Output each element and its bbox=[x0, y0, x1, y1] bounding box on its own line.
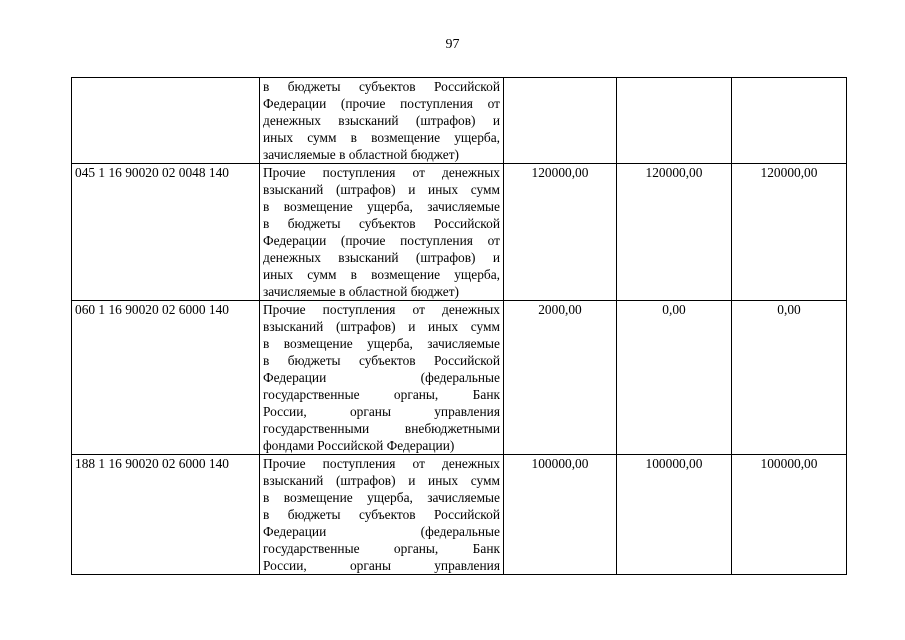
description-line: в бюджеты субъектов Российской bbox=[263, 79, 500, 94]
description-line: Федерации (федеральные bbox=[263, 524, 500, 539]
table-row bbox=[72, 78, 847, 164]
description-line: в возмещение ущерба, зачисляемые bbox=[263, 336, 500, 351]
description-line: в возмещение ущерба, зачисляемые bbox=[263, 490, 500, 505]
amount-cell-1 bbox=[504, 78, 617, 164]
description-line: Федерации (прочие поступления от bbox=[263, 96, 500, 111]
amount-cell-1: 2000,00 bbox=[504, 301, 617, 455]
amount-cell-1: 100000,00 bbox=[504, 455, 617, 575]
description-cell bbox=[260, 164, 504, 301]
amount-cell-2 bbox=[617, 78, 732, 164]
description-cell bbox=[260, 455, 504, 575]
budget-code-cell: 045 1 16 90020 02 0048 140 bbox=[72, 164, 260, 301]
description-line: зачисляемые в областной бюджет) bbox=[263, 147, 460, 162]
description-line: государственными внебюджетными bbox=[263, 421, 500, 436]
page-number: 97 bbox=[445, 37, 460, 52]
description-line: России, органы управления bbox=[263, 558, 500, 573]
amount-cell-3: 120000,00 bbox=[732, 164, 847, 301]
budget-code-cell bbox=[72, 78, 260, 164]
description-line: Прочие поступления от денежных bbox=[263, 165, 500, 180]
description-line: в бюджеты субъектов Российской bbox=[263, 216, 500, 231]
amount-cell-3: 0,00 bbox=[732, 301, 847, 455]
description-line: денежных взысканий (штрафов) и bbox=[263, 113, 500, 128]
description-line: взысканий (штрафов) и иных сумм bbox=[263, 473, 500, 488]
description-line: государственные органы, Банк bbox=[263, 387, 500, 402]
description-line: России, органы управления bbox=[263, 404, 500, 419]
amount-cell-2: 100000,00 bbox=[617, 455, 732, 575]
table-row bbox=[72, 164, 847, 301]
description-line: государственные органы, Банк bbox=[263, 541, 500, 556]
description-line: в бюджеты субъектов Российской bbox=[263, 507, 500, 522]
budget-code-cell: 060 1 16 90020 02 6000 140 bbox=[72, 301, 260, 455]
description-line: Прочие поступления от денежных bbox=[263, 302, 500, 317]
description-cell bbox=[260, 78, 504, 164]
description-line: Федерации (федеральные bbox=[263, 370, 500, 385]
description-line: фондами Российской Федерации) bbox=[263, 438, 455, 453]
amount-cell-1: 120000,00 bbox=[504, 164, 617, 301]
budget-code-cell: 188 1 16 90020 02 6000 140 bbox=[72, 455, 260, 575]
description-line: взысканий (штрафов) и иных сумм bbox=[263, 182, 500, 197]
description-line: иных сумм в возмещение ущерба, bbox=[263, 267, 500, 282]
amount-cell-3 bbox=[732, 78, 847, 164]
amount-cell-2: 0,00 bbox=[617, 301, 732, 455]
description-line: денежных взысканий (штрафов) и bbox=[263, 250, 500, 265]
description-line: Федерации (прочие поступления от bbox=[263, 233, 500, 248]
description-line: зачисляемые в областной бюджет) bbox=[263, 284, 460, 299]
description-line: иных сумм в возмещение ущерба, bbox=[263, 130, 500, 145]
revenue-table bbox=[71, 77, 847, 575]
description-line: в бюджеты субъектов Российской bbox=[263, 353, 500, 368]
description-line: в возмещение ущерба, зачисляемые bbox=[263, 199, 500, 214]
description-line: взысканий (штрафов) и иных сумм bbox=[263, 319, 500, 334]
table-row bbox=[72, 301, 847, 455]
description-cell bbox=[260, 301, 504, 455]
table-row bbox=[72, 455, 847, 575]
description-line: Прочие поступления от денежных bbox=[263, 456, 500, 471]
amount-cell-3: 100000,00 bbox=[732, 455, 847, 575]
amount-cell-2: 120000,00 bbox=[617, 164, 732, 301]
